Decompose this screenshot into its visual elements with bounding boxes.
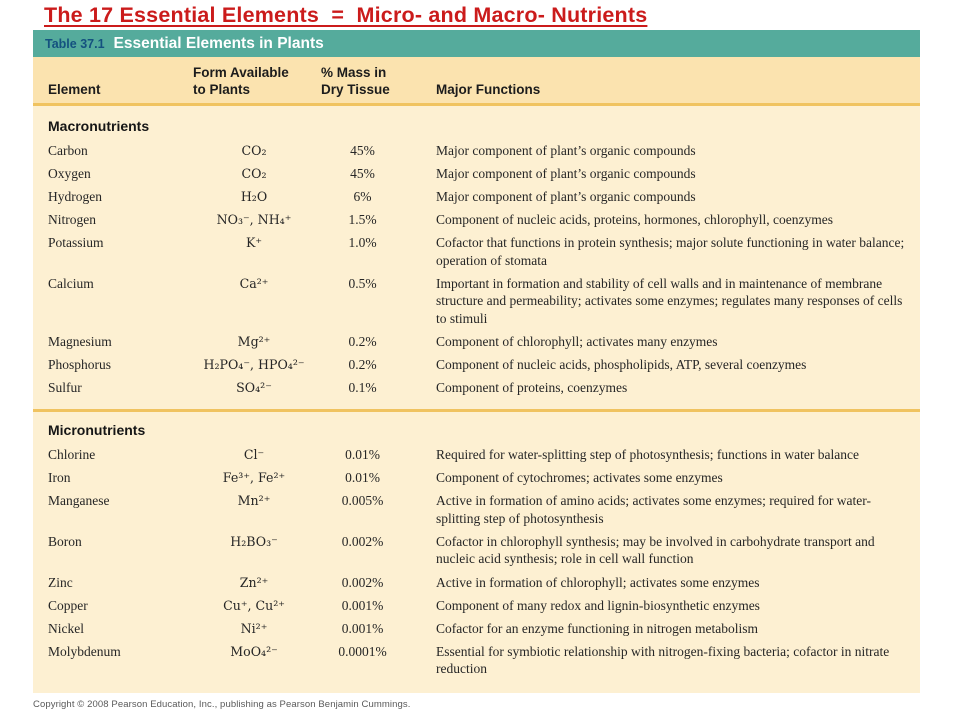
- element-cell: Nickel: [48, 620, 84, 636]
- column-header-form: [193, 64, 315, 98]
- form-cell: H₂BO₃⁻: [230, 533, 278, 549]
- element-cell: Molybdenum: [48, 643, 121, 659]
- function-cell: Component of many redox and lignin-biosynthetic enzymes: [436, 597, 760, 613]
- mass-cell: 1.5%: [348, 212, 377, 228]
- section-title: Micronutrients: [48, 422, 146, 439]
- element-cell: Phosphorus: [48, 356, 112, 372]
- form-cell: Ca²⁺: [239, 275, 269, 291]
- mass-cell: 1.0%: [348, 235, 377, 251]
- nutrient-section: [33, 118, 920, 399]
- element-cell: Iron: [48, 470, 71, 486]
- table-row: [33, 231, 920, 272]
- mass-cell: 0.1%: [348, 380, 377, 396]
- table-row: [33, 272, 920, 330]
- element-cell: Copper: [48, 597, 88, 613]
- function-cell: Active in formation of amino acids; activates some enzymes; required for water-splitting step of photosynthesis: [436, 493, 871, 526]
- table-row: [33, 330, 920, 353]
- element-cell: Sulfur: [48, 380, 82, 396]
- mass-cell: 0.01%: [345, 470, 380, 486]
- function-cell: Cofactor for an enzyme functioning in nitrogen metabolism: [436, 620, 759, 636]
- form-cell: Zn²⁺: [239, 574, 269, 590]
- element-cell: Hydrogen: [48, 188, 102, 204]
- function-cell: Important in formation and stability of cell walls and in maintenance of membrane structure and permeability; activates some enzymes; regulates many responses of cells to stimuli: [436, 275, 903, 326]
- table-row: [33, 490, 920, 531]
- mass-cell: 6%: [353, 188, 372, 204]
- table-row: [33, 443, 920, 466]
- column-header-mass-line2: Dry Tissue: [321, 82, 390, 97]
- column-header-form-line2: to Plants: [193, 82, 251, 97]
- table-row: [33, 376, 920, 399]
- function-cell: Component of nucleic acids, proteins, hormones, chlorophyll, coenzymes: [436, 212, 834, 228]
- column-header-functions-label: Major Functions: [436, 82, 541, 97]
- mass-cell: 0.001%: [341, 597, 384, 613]
- column-header-mass-line1: % Mass in: [321, 65, 387, 80]
- table-number-label: Table 37.1: [45, 36, 105, 51]
- column-header-functions: [410, 81, 920, 98]
- element-cell: Carbon: [48, 142, 88, 158]
- table-titlebar: [33, 30, 920, 57]
- element-cell: Zinc: [48, 574, 73, 590]
- table-row: [33, 466, 920, 489]
- mass-cell: 45%: [350, 165, 375, 181]
- function-cell: Required for water-splitting step of photosynthesis; functions in water balance: [436, 447, 860, 463]
- form-cell: CO₂: [241, 142, 267, 158]
- function-cell: Major component of plant’s organic compounds: [436, 142, 696, 158]
- function-cell: Component of proteins, coenzymes: [436, 380, 628, 396]
- function-cell: Major component of plant’s organic compounds: [436, 165, 696, 181]
- table-row: [33, 571, 920, 594]
- form-cell: CO₂: [241, 165, 267, 181]
- form-cell: Ni²⁺: [240, 620, 268, 636]
- nutrient-section: [33, 409, 920, 680]
- mass-cell: 0.0001%: [338, 643, 387, 659]
- column-header-row: [33, 57, 920, 106]
- column-header-form-line1: Form Available: [193, 65, 289, 80]
- table-row: [33, 530, 920, 571]
- form-cell: SO₄²⁻: [236, 380, 272, 396]
- nutrients-table: [33, 30, 920, 693]
- section-rows: [33, 443, 920, 680]
- function-cell: Component of chlorophyll; activates many enzymes: [436, 333, 718, 349]
- section-rows: [33, 139, 920, 399]
- table-row: [33, 353, 920, 376]
- function-cell: Major component of plant’s organic compounds: [436, 188, 696, 204]
- column-header-element: [33, 81, 193, 98]
- mass-cell: 0.5%: [348, 275, 377, 291]
- table-body: [33, 106, 920, 693]
- form-cell: Mg²⁺: [237, 333, 271, 349]
- form-cell: H₂O: [240, 188, 268, 204]
- function-cell: Component of cytochromes; activates some enzymes: [436, 470, 723, 486]
- table-row: [33, 208, 920, 231]
- table-title: Essential Elements in Plants: [113, 34, 324, 52]
- element-cell: Nitrogen: [48, 212, 96, 228]
- mass-cell: 0.001%: [341, 620, 384, 636]
- mass-cell: 0.002%: [341, 574, 384, 590]
- mass-cell: 0.002%: [341, 533, 384, 549]
- function-cell: Essential for symbiotic relationship with nitrogen-fixing bacteria; cofactor in nitrate reduction: [436, 643, 890, 677]
- copyright-line: Copyright © 2008 Pearson Education, Inc., publishing as Pearson Benjamin Cummings.: [33, 699, 411, 710]
- table-row: [33, 139, 920, 162]
- section-title: Macronutrients: [48, 118, 150, 134]
- form-cell: Fe³⁺, Fe²⁺: [222, 470, 286, 486]
- form-cell: Cl⁻: [243, 447, 265, 463]
- table-row: [33, 162, 920, 185]
- element-cell: Calcium: [48, 275, 94, 291]
- table-row: [33, 594, 920, 617]
- function-cell: Cofactor in chlorophyll synthesis; may be involved in carbohydrate transport and nucleic acid synthesis; role in cell wall function: [436, 533, 875, 567]
- form-cell: H₂PO₄⁻, HPO₄²⁻: [203, 356, 305, 372]
- column-header-element-label: Element: [48, 82, 101, 97]
- element-cell: Magnesium: [48, 333, 112, 349]
- table-row: [33, 617, 920, 640]
- element-cell: Boron: [48, 533, 82, 549]
- form-cell: Cu⁺, Cu²⁺: [223, 597, 285, 613]
- table-row: [33, 185, 920, 208]
- function-cell: Component of nucleic acids, phospholipids, ATP, several coenzymes: [436, 356, 807, 372]
- element-cell: Chlorine: [48, 447, 96, 463]
- function-cell: Active in formation of chlorophyll; activates some enzymes: [436, 574, 760, 590]
- element-cell: Manganese: [48, 493, 110, 509]
- mass-cell: 45%: [350, 142, 375, 158]
- form-cell: NO₃⁻, NH₄⁺: [216, 212, 292, 228]
- element-cell: Oxygen: [48, 165, 91, 181]
- form-cell: Mn²⁺: [237, 493, 271, 509]
- form-cell: MoO₄²⁻: [230, 643, 278, 659]
- mass-cell: 0.005%: [341, 493, 384, 509]
- mass-cell: 0.2%: [348, 333, 377, 349]
- function-cell: Cofactor that functions in protein synthesis; major solute functioning in water balance; operation of stomata: [436, 235, 905, 268]
- element-cell: Potassium: [48, 235, 104, 251]
- mass-cell: 0.01%: [345, 447, 380, 463]
- mass-cell: 0.2%: [348, 356, 377, 372]
- table-row: [33, 640, 920, 681]
- column-header-mass: [315, 64, 410, 98]
- slide-title: The 17 Essential Elements = Micro- and Macro- Nutrients: [44, 3, 648, 27]
- form-cell: K⁺: [245, 235, 263, 251]
